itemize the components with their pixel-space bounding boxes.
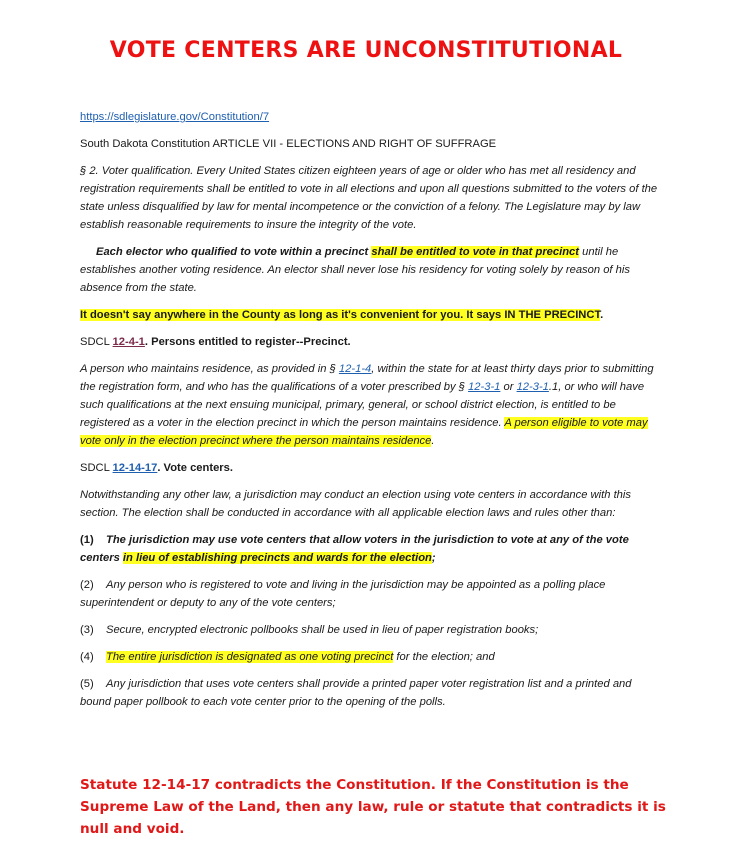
- body-text: .: [431, 435, 435, 447]
- residence-highlight: A person eligible to vote may vote only in the election precinct where the person maintains residence: [80, 417, 648, 447]
- source-link-line: [80, 108, 660, 126]
- item-text: Any jurisdiction that uses vote centers shall provide a printed paper voter registration list and a printed and bound paper pollbook to each vote center prior to the opening of the polls.: [80, 678, 632, 708]
- constitution-link[interactable]: https://sdlegislature.gov/Constitution/7: [80, 111, 270, 123]
- commentary-end: .: [600, 309, 604, 321]
- sdcl-12-14-17-link[interactable]: 12-14-17: [112, 462, 158, 474]
- document-body: [80, 108, 660, 720]
- page-title: VOTE CENTERS ARE UNCONSTITUTIONAL: [109, 38, 623, 63]
- item-number: (5): [80, 678, 94, 690]
- sdcl-12-14-17-heading: [80, 459, 660, 477]
- item-4-highlight: The entire jurisdiction is designated as one voting precinct: [106, 651, 394, 663]
- section-2-text: § 2. Voter qualification. Every United States citizen eighteen years of age or older who has met all residency and registration requirements shall be entitled to vote in all elections and upon all questions submitted to the voters of the state unless disqualified by law for mental incompetence or the conviction of a felony. The Legislature may by law establish reasonable requirements to insure the integrity of the vote.: [80, 165, 658, 231]
- body-text: or: [500, 381, 517, 393]
- item-text: Secure, encrypted electronic pollbooks shall be used in lieu of paper registration books;: [106, 624, 539, 636]
- sdcl-12-4-1-title: . Persons entitled to register--Precinct.: [144, 336, 351, 348]
- elector-highlight: shall be entitled to vote in that precinct: [371, 246, 580, 258]
- list-item-1: [80, 531, 660, 567]
- item-text: ;: [431, 552, 436, 564]
- item-number: (1): [80, 534, 94, 546]
- list-item-2: [80, 576, 660, 612]
- closing-statement: Statute 12-14-17 contradicts the Constitution. If the Constitution is the Supreme Law of the Land, then any law, rule or statute that contradicts it is null and void.: [80, 777, 666, 837]
- sdcl-12-4-1-body: [80, 360, 660, 450]
- elector-text-post: until he establishes another voting residence. An elector shall never lose his residency for voting solely by reason of his absence from the state.: [80, 246, 630, 294]
- commentary: [80, 306, 660, 324]
- sdcl-prefix: SDCL: [80, 462, 113, 474]
- body-text: A person who maintains residence, as provided in §: [80, 363, 339, 375]
- sdcl-12-4-1-heading: [80, 333, 660, 351]
- commentary-highlight: It doesn't say anywhere in the County as long as it's convenient for you. It says IN THE PRECINCT: [80, 309, 601, 321]
- item-number: (3): [80, 624, 94, 636]
- list-item-3: [80, 621, 660, 639]
- link-12-1-4[interactable]: 12-1-4: [338, 363, 372, 375]
- item-1-highlight: in lieu of establishing precincts and wards for the election: [122, 552, 432, 564]
- body-text: , within the state for at least thirty days prior to submitting the registration form, and who has the qualifications of a voter prescribed by §: [80, 363, 654, 393]
- item-text: The jurisdiction may use vote centers that allow voters in the jurisdiction to vote at any of the vote centers: [80, 534, 629, 564]
- article-heading: South Dakota Constitution ARTICLE VII - ELECTIONS AND RIGHT OF SUFFRAGE: [80, 138, 497, 150]
- link-12-3-1-1[interactable]: 12-3-1: [516, 381, 549, 393]
- elector-paragraph: [80, 243, 660, 297]
- sdcl-prefix: SDCL: [80, 336, 113, 348]
- item-number: (4): [80, 651, 94, 663]
- link-12-3-1[interactable]: 12-3-1: [468, 381, 501, 393]
- body-text: .1, or who will have such qualifications at the next ensuing municipal, primary, general, or school district election, is entitled to be registered as a voter in the election precinct in which the person maintains residence.: [80, 381, 645, 429]
- list-item-5: [80, 675, 660, 711]
- item-text: Any person who is registered to vote and living in the jurisdiction may be appointed as a polling place superintendent or deputy to any of the vote centers;: [80, 579, 606, 609]
- item-text: for the election; and: [393, 651, 495, 663]
- elector-text-pre: Each elector who qualified to vote within a precinct: [96, 246, 372, 258]
- sdcl-12-14-17-title: . Vote centers.: [157, 462, 233, 474]
- list-item-4: [80, 648, 660, 666]
- sdcl-12-4-1-link[interactable]: 12-4-1: [112, 336, 145, 348]
- sdcl-12-14-17-intro: Notwithstanding any other law, a jurisdiction may conduct an election using vote centers in accordance with this section. The election shall be conducted in accordance with all applicable election laws and rules other than:: [80, 489, 631, 519]
- item-number: (2): [80, 579, 94, 591]
